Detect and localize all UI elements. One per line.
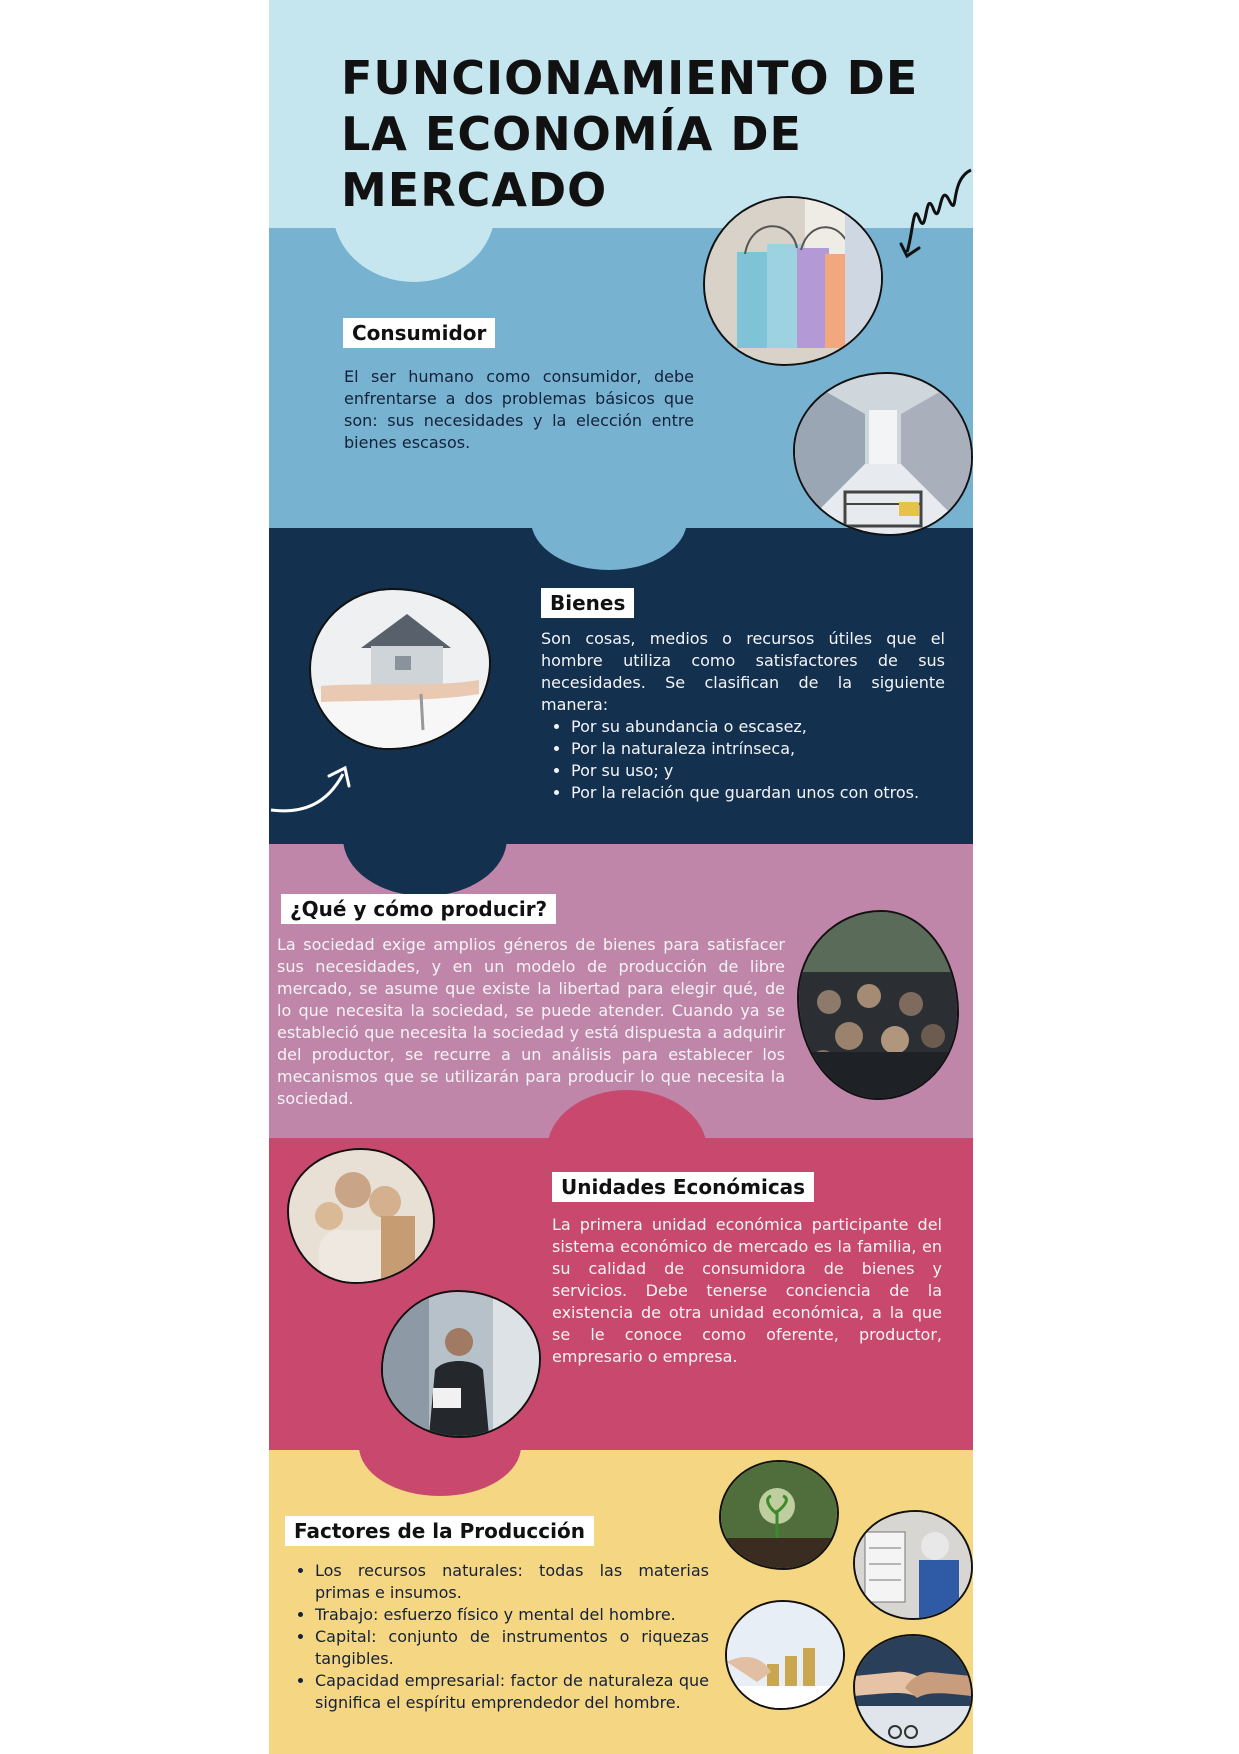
bienes-text: Son cosas, medios o recursos útiles que el hombre utiliza como satisfactores de sus necesidades. Se clasifican de la siguiente manera: [541,629,945,714]
list-item: • Trabajo: esfuerzo físico y mental del hombre. [315,1604,709,1626]
unidades-text: La primera unidad económica participante del sistema económico de mercado es la familia, en su calidad de consumidora de bienes y servicios. Debe tenerse conciencia de la existencia de otra unidad económica, a la que se le conoce como oferente, productor, empresario o empresa. [552,1215,942,1366]
family-hug-photo [287,1148,435,1284]
page-title: FUNCIONAMIENTO DE LA ECONOMÍA DE MERCADO [341,51,919,217]
handshake-photo [853,1634,973,1748]
list-item: • Por la relación que guardan unos con otros. [571,782,973,804]
consumidor-text: El ser humano como consumidor, debe enfrentarse a dos problemas básicos que son: sus necesidades y la elección entre bienes escasos. [344,367,694,452]
list-item: • Capacidad empresarial: factor de naturaleza que significa el espíritu emprendedor del hombre. [315,1670,709,1714]
consumidor-label: Consumidor [343,318,495,348]
seedling-bulb-photo [719,1460,839,1570]
factores-list [285,1560,709,1714]
list-item: • Por su uso; y [571,760,973,782]
producir-label: ¿Qué y cómo producir? [281,894,556,924]
list-item: • Por su abundancia o escasez, [571,716,973,738]
factores-label: Factores de la Producción [285,1516,594,1546]
infographic-poster [269,0,973,1754]
bienes-label: Bienes [541,588,634,618]
producir-text: La sociedad exige amplios géneros de bienes para satisfacer sus necesidades, y en un modelo de producción de libre mercado, se asume que existe la libertad para elegir qué, de lo que necesita la sociedad, se puede atender. Cuando ya se estableció que necesita la sociedad y está dispuesta a adquirir del productor, se recurre a un análisis para establecer los mecanismos que se utilizarán para producir lo que necesita la sociedad. [277,935,785,1108]
bump-bienes [343,780,507,896]
bienes-list [541,716,973,804]
electrician-worker-photo [853,1510,973,1620]
list-item: • Capital: conjunto de instrumentos o riquezas tangibles. [315,1626,709,1670]
unidades-label: Unidades Económicas [552,1172,814,1202]
list-item: • Los recursos naturales: todas las materias primas e insumos. [315,1560,709,1604]
bump-consumidor [531,470,687,570]
list-item: • Por la naturaleza intrínseca, [571,738,973,760]
curved-arrow-icon [269,760,353,816]
crowd-photo [797,910,959,1100]
swirl-arrow-icon [899,160,973,280]
